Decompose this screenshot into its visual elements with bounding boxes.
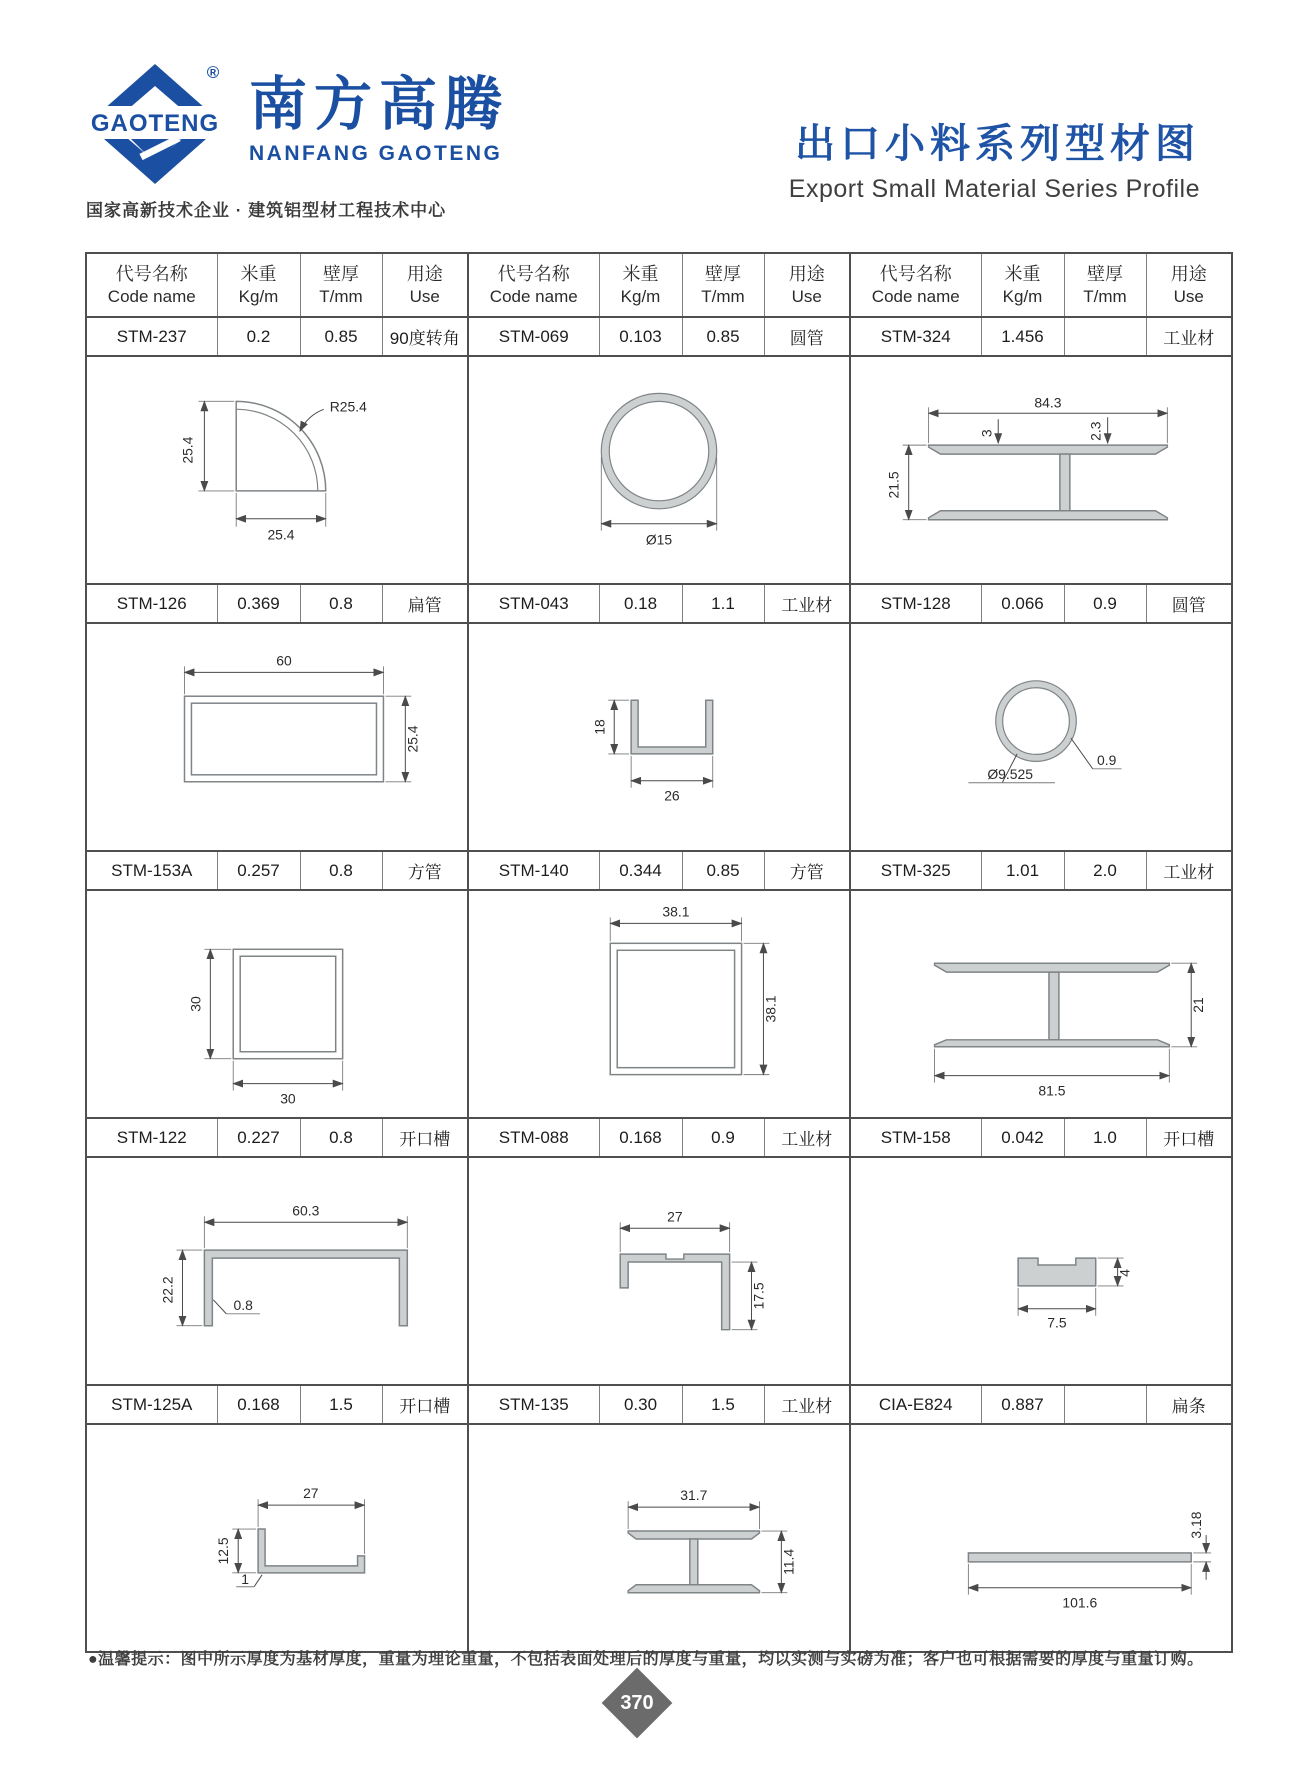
profiles-table (85, 252, 1233, 1653)
dim-wall: 1 (241, 1570, 250, 1587)
dim-wall: 0.8 (233, 1296, 253, 1313)
dim-right: 17.5 (750, 1282, 767, 1310)
data-row-3 (86, 851, 1232, 890)
cell-kg: 0.344 (599, 851, 682, 890)
dim-left: 30 (187, 996, 204, 1012)
profile-shape (605, 397, 712, 504)
profile-drawing-square-tube (87, 893, 467, 1115)
drawing-cia-e824 (850, 1424, 1232, 1652)
cell-t: 0.85 (300, 317, 382, 356)
cell-t: 0.9 (682, 1118, 764, 1157)
cell-kg: 0.369 (217, 584, 300, 623)
cell-code: STM-158 (850, 1118, 981, 1157)
page-title-block (789, 112, 1200, 204)
dimension-lines (601, 457, 716, 531)
dimension-lines (232, 1499, 364, 1587)
drawing-stm-122 (86, 1157, 468, 1385)
registered-mark-icon: ® (206, 63, 220, 82)
dimension-lines (628, 1501, 787, 1593)
dim-left: 22.2 (159, 1276, 176, 1304)
profile-drawing-open-channel (87, 1160, 467, 1382)
dim-top: 27 (667, 1208, 683, 1225)
dim-t2: 2.3 (1087, 421, 1104, 441)
drawing-stm-125a (86, 1424, 468, 1652)
page-number: 370 (620, 1691, 654, 1714)
gaoteng-diamond-logo-icon (85, 62, 225, 186)
dim-bottom: 26 (664, 787, 680, 804)
dim-t1: 3 (978, 429, 995, 438)
dim-top: 27 (303, 1485, 319, 1502)
cell-code: STM-324 (850, 317, 981, 356)
drawing-stm-043 (468, 623, 850, 851)
cell-kg: 0.066 (981, 584, 1064, 623)
cell-t (1064, 1385, 1146, 1424)
cell-use: 方管 (382, 851, 468, 890)
dimension-lines (620, 1222, 757, 1329)
header-kg: 米重 Kg/m (217, 253, 300, 317)
cell-code: STM-237 (86, 317, 217, 356)
dim-bottom: 101.6 (1062, 1594, 1098, 1611)
cell-use: 工业材 (764, 1118, 850, 1157)
cell-code: STM-140 (468, 851, 599, 890)
header-code-name: 代号名称 Code name (468, 253, 599, 317)
dimension-lines (968, 1535, 1211, 1595)
dim-top: 60 (276, 652, 292, 669)
header-code-name: 代号名称 Code name (86, 253, 217, 317)
dim-bottom: 30 (280, 1090, 296, 1107)
drawing-stm-140 (468, 890, 850, 1118)
dim-top: 38.1 (662, 903, 690, 920)
header-use: 用途 Use (382, 253, 468, 317)
cell-t: 2.0 (1064, 851, 1146, 890)
profile-drawing-round-tube (469, 359, 849, 581)
cell-kg: 0.103 (599, 317, 682, 356)
header-use: 用途 Use (764, 253, 850, 317)
profile-shape (258, 1529, 364, 1573)
drawing-stm-126 (86, 623, 468, 851)
dim-right: 11.4 (780, 1548, 797, 1575)
cell-use: 方管 (764, 851, 850, 890)
drawing-stm-237 (86, 356, 468, 584)
cell-code: STM-069 (468, 317, 599, 356)
company-slogan: 国家高新技术企业 · 建筑铝型材工程技术中心 (86, 201, 447, 220)
dim-radius: R25.4 (329, 398, 367, 415)
page-title-en: Export Small Material Series Profile (788, 175, 1200, 203)
profile-drawing-h-section (851, 893, 1231, 1115)
profile-drawing-small-round-tube (851, 626, 1231, 848)
cell-t: 0.85 (682, 851, 764, 890)
dim-right: 3.18 (1188, 1511, 1205, 1539)
cell-use: 工业材 (1146, 851, 1232, 890)
dim-left: 21.5 (885, 471, 902, 499)
cell-use: 圆管 (1146, 584, 1232, 623)
header-t: 壁厚 T/mm (300, 253, 382, 317)
cell-use: 扁管 (382, 584, 468, 623)
cell-kg: 0.257 (217, 851, 300, 890)
drawing-row-4 (86, 1157, 1232, 1385)
dimension-lines (903, 407, 1168, 519)
dim-right: 25.4 (404, 725, 421, 753)
cell-code: STM-122 (86, 1118, 217, 1157)
header-use: 用途 Use (1146, 253, 1232, 317)
drawing-stm-088 (468, 1157, 850, 1385)
profile-shape (1018, 1258, 1096, 1286)
dim-top: 60.3 (292, 1202, 320, 1219)
profile-drawing-i-beam (469, 1427, 849, 1649)
profile-drawing-h-section (851, 359, 1231, 581)
profile-drawing-u-channel (469, 626, 849, 848)
cell-t: 0.8 (300, 1118, 382, 1157)
cell-code: STM-125A (86, 1385, 217, 1424)
cell-kg: 1.456 (981, 317, 1064, 356)
cell-kg: 0.30 (599, 1385, 682, 1424)
data-row-5 (86, 1385, 1232, 1424)
logo-brand-en: GAOTENG (90, 110, 220, 137)
cell-t: 0.85 (682, 317, 764, 356)
cell-t: 1.5 (682, 1385, 764, 1424)
dim-bottom: 81.5 (1038, 1082, 1066, 1099)
cell-use: 圆管 (764, 317, 850, 356)
profile-drawing-quarter-round (87, 359, 467, 581)
page-title-cn: 出口小料系列型材图 (795, 122, 1200, 166)
profile-shape (968, 1553, 1191, 1562)
dim-top: 31.7 (680, 1487, 708, 1504)
cell-kg: 0.887 (981, 1385, 1064, 1424)
cell-use: 开口槽 (382, 1118, 468, 1157)
cell-code: STM-088 (468, 1118, 599, 1157)
profile-drawing-square-tube (469, 893, 849, 1115)
profile-drawing-step-channel (469, 1160, 849, 1382)
dim-wall: 0.9 (1096, 751, 1117, 768)
dim-bottom: 25.4 (267, 526, 295, 543)
drawing-stm-153a (86, 890, 468, 1118)
cell-use: 扁条 (1146, 1385, 1232, 1424)
profile-shape (929, 445, 1168, 454)
profile-drawing-open-channel (87, 1427, 467, 1649)
cell-code: STM-128 (850, 584, 981, 623)
dim-top: 84.3 (1034, 394, 1062, 411)
brand-name-cn: 南方高腾 (249, 72, 510, 137)
cell-code: STM-043 (468, 584, 599, 623)
cell-use: 开口槽 (1146, 1118, 1232, 1157)
drawing-row-3 (86, 890, 1232, 1118)
cell-use: 工业材 (764, 584, 850, 623)
drawing-row-5 (86, 1424, 1232, 1652)
cell-t: 0.8 (300, 584, 382, 623)
dim-diameter: Ø15 (645, 531, 673, 548)
cell-code: STM-153A (86, 851, 217, 890)
cell-kg: 0.18 (599, 584, 682, 623)
cell-t (1064, 317, 1146, 356)
dim-diameter: Ø9.525 (987, 765, 1033, 782)
cell-code: STM-325 (850, 851, 981, 890)
cell-code: CIA-E824 (850, 1385, 981, 1424)
profile-shape (935, 963, 1170, 972)
cell-kg: 1.01 (981, 851, 1064, 890)
profile-shape (236, 401, 326, 491)
drawing-stm-069 (468, 356, 850, 584)
cell-t: 0.9 (1064, 584, 1146, 623)
cell-code: STM-126 (86, 584, 217, 623)
header-code-name: 代号名称 Code name (850, 253, 981, 317)
profile-drawing-flat-tube (87, 626, 467, 848)
dim-bottom: 7.5 (1047, 1314, 1067, 1331)
table-header-row (86, 253, 1232, 317)
cell-t: 1.1 (682, 584, 764, 623)
drawing-stm-158 (850, 1157, 1232, 1385)
cell-kg: 0.042 (981, 1118, 1064, 1157)
cell-kg: 0.2 (217, 317, 300, 356)
dim-right: 21 (1190, 997, 1207, 1013)
data-row-4 (86, 1118, 1232, 1157)
company-logo (85, 62, 509, 186)
drawing-row-2 (86, 623, 1232, 851)
profile-shape (999, 684, 1073, 758)
drawing-stm-128 (850, 623, 1232, 851)
header-t: 壁厚 T/mm (1064, 253, 1146, 317)
drawing-stm-325 (850, 890, 1232, 1118)
dim-left: 18 (591, 719, 608, 735)
cell-use: 90度转角 (382, 317, 468, 356)
header-t: 壁厚 T/mm (682, 253, 764, 317)
dimension-lines (608, 700, 712, 788)
dim-left: 12.5 (215, 1537, 232, 1565)
drawing-stm-324 (850, 356, 1232, 584)
dimension-lines (935, 963, 1198, 1082)
profile-shape (620, 1254, 729, 1330)
cell-use: 工业材 (764, 1385, 850, 1424)
cell-kg: 0.168 (599, 1118, 682, 1157)
drawing-stm-135 (468, 1424, 850, 1652)
cell-kg: 0.227 (217, 1118, 300, 1157)
dim-left: 25.4 (179, 436, 196, 464)
header-kg: 米重 Kg/m (599, 253, 682, 317)
cell-t: 0.8 (300, 851, 382, 890)
dim-right: 4 (1116, 1269, 1133, 1277)
data-row-1 (86, 317, 1232, 356)
header-kg: 米重 Kg/m (981, 253, 1064, 317)
brand-text-block (249, 62, 509, 166)
drawing-row-1 (86, 356, 1232, 584)
profile-drawing-flat-bar (851, 1427, 1231, 1649)
data-row-2 (86, 584, 1232, 623)
cell-t: 1.5 (300, 1385, 382, 1424)
profile-shape (631, 700, 713, 754)
cell-use: 工业材 (1146, 317, 1232, 356)
cell-kg: 0.168 (217, 1385, 300, 1424)
cell-code: STM-135 (468, 1385, 599, 1424)
dim-right: 38.1 (762, 995, 779, 1023)
profile-drawing-small-slot (851, 1160, 1231, 1382)
profile-shape (628, 1531, 759, 1539)
cell-t: 1.0 (1064, 1118, 1146, 1157)
cell-use: 开口槽 (382, 1385, 468, 1424)
profile-shape (204, 1250, 407, 1326)
footer-note: ●温馨提示：图中所示厚度为基材厚度，重量为理论重量，不包括表面处理后的厚度与重量，均以实测与实磅为准；客户也可根据需要的厚度与重量订购。 (88, 1651, 1204, 1668)
brand-name-en: NANFANG GAOTENG (249, 142, 503, 165)
